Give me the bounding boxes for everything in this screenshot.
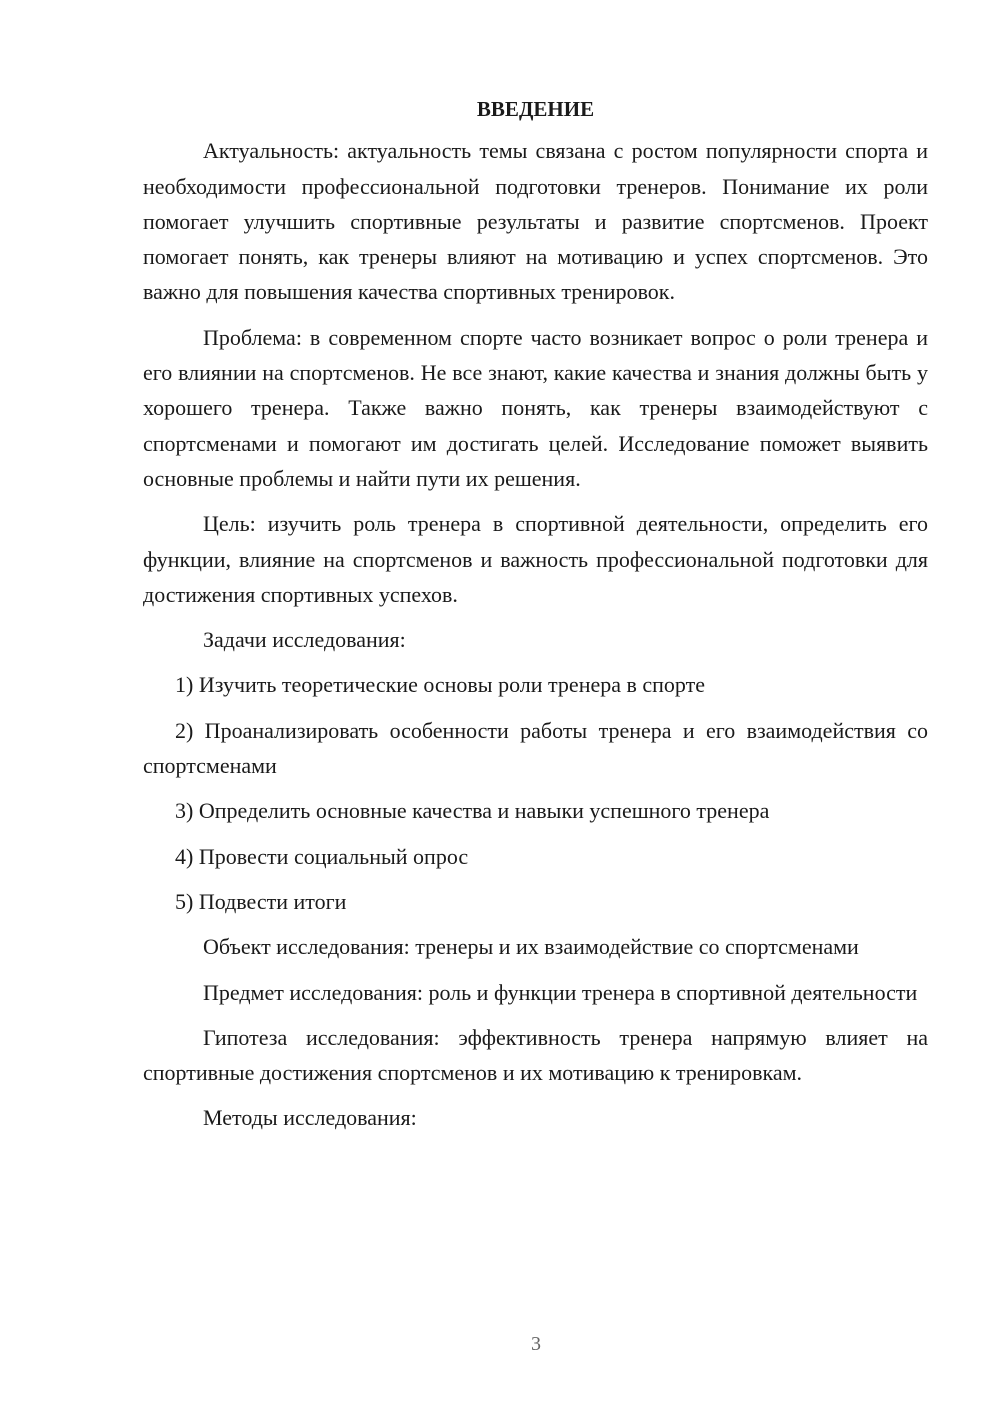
tasks-title: Задачи исследования: — [203, 627, 406, 653]
task-item-5: 5) Подвести итоги — [175, 888, 347, 914]
methods-title: Методы исследования: — [203, 1105, 417, 1131]
document-heading: ВВЕДЕНИЕ — [476, 97, 595, 121]
paragraph-goal: Цель: изучить роль тренера в спортивной деятельности, определить его функции, влияние на спортсменов и важность профессиональной подготовки для достижения спортивных успехов. — [143, 511, 928, 607]
paragraph-problem: Проблема: в современном спорте часто возникает вопрос о роли тренера и его влиянии на спортсменов. Не все знают, какие качества и знания должны быть у хорошего тренера. Также важно понять, как тренеры взаимодействуют с спортсменами и помогают им достигать целей. Исследование поможет выявить основные проблемы и найти пути их решения. — [143, 324, 928, 491]
paragraph-subject: Предмет исследования: роль и функции тренера в спортивной деятельности — [203, 979, 918, 1005]
document-page — [143, 92, 928, 1136]
task-item-4: 4) Провести социальный опрос — [175, 843, 469, 869]
task-item-2: 2) Проанализировать особенности работы тренера и его взаимодействия со спортсменами — [143, 717, 928, 779]
task-item-3: 3) Определить основные качества и навыки успешного тренера — [175, 798, 770, 824]
paragraph-relevance: Актуальность: актуальность темы связана с ростом популярности спорта и необходимости профессиональной подготовки тренеров. Понимание их роли помогает улучшить спортивные результаты и развитие спортсменов. Проект помогает понять, как тренеры влияют на мотивацию и успех спортсменов. Это важно для повышения качества спортивных тренировок. — [143, 138, 928, 305]
paragraph-hypothesis: Гипотеза исследования: эффективность тренера напрямую влияет на спортивные достижения спортсменов и их мотивацию к тренировкам. — [143, 1024, 928, 1086]
paragraph-object: Объект исследования: тренеры и их взаимодействие со спортсменами — [203, 934, 859, 960]
task-item-1: 1) Изучить теоретические основы роли тренера в спорте — [175, 672, 706, 698]
page-number: 3 — [531, 1333, 541, 1355]
